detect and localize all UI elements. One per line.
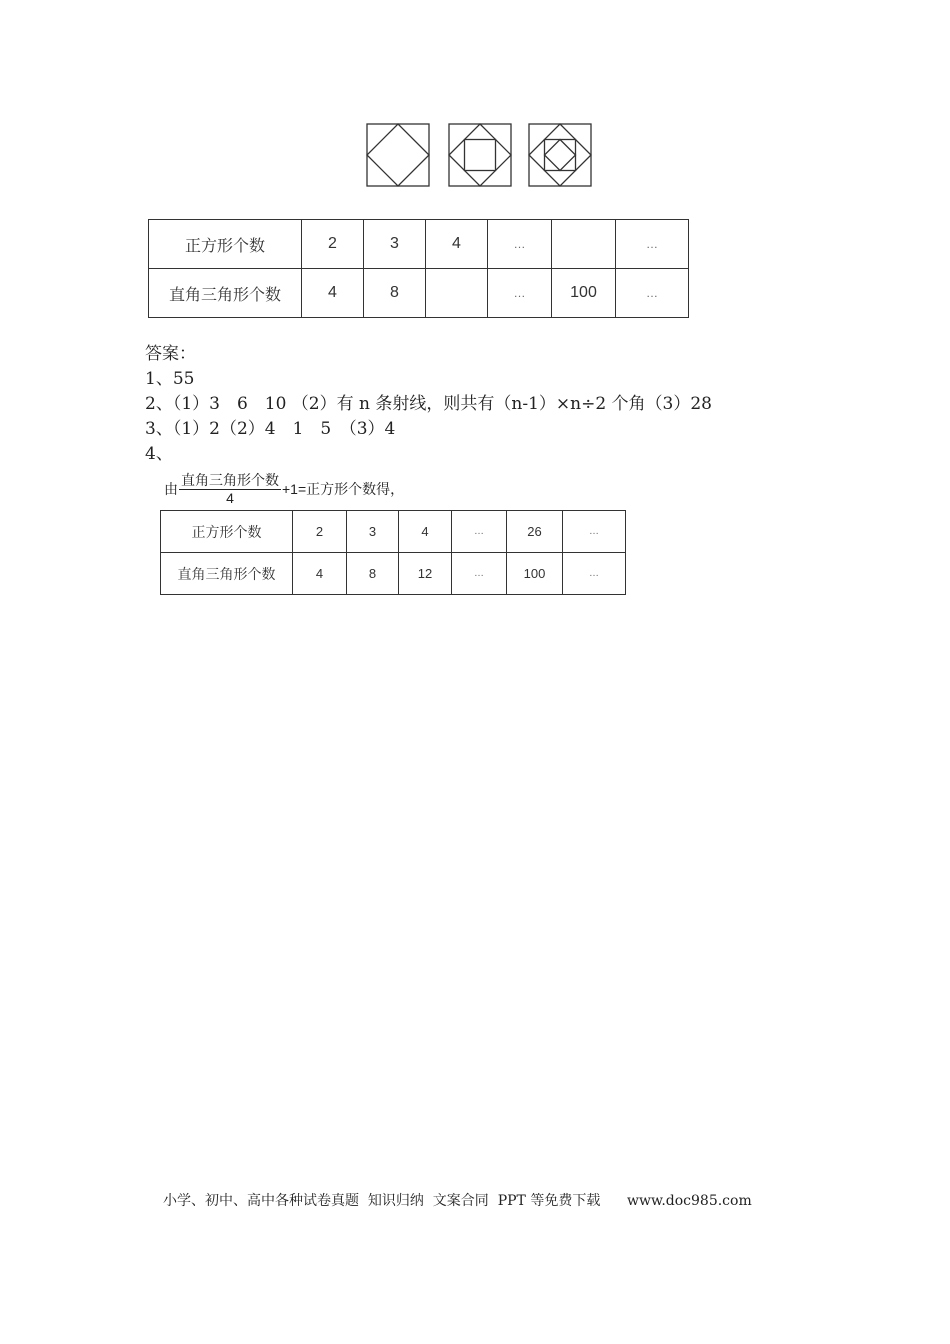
row-header: 正方形个数 [161,511,293,553]
answer-table [160,510,626,595]
table-row [149,269,689,318]
figure-1 [367,124,429,186]
fraction-numerator: 直角三角形个数 [181,472,279,488]
answer-line: 3、（1）2（2）4 1 5 （3）4 [145,419,396,439]
nested-squares-figures [365,122,595,190]
table-cell [426,269,488,318]
table-cell: … [563,553,626,595]
fraction-denominator: 4 [226,490,234,506]
table-cell [552,220,616,269]
table-cell: 4 [293,553,347,595]
formula-suffix: +1=正方形个数得， [282,481,405,497]
answer-line: 1、55 [145,369,195,389]
row-header: 直角三角形个数 [161,553,293,595]
table-cell: 4 [302,269,364,318]
pattern-table [148,219,689,318]
table-cell: … [616,220,689,269]
row-header: 正方形个数 [149,220,302,269]
table-cell: … [563,511,626,553]
row-header: 直角三角形个数 [149,269,302,318]
table-cell: 3 [364,220,426,269]
formula [164,472,404,506]
figure-3 [529,124,591,186]
table-cell: 100 [552,269,616,318]
table-cell: … [452,511,507,553]
table-row [149,220,689,269]
table-cell: 2 [293,511,347,553]
page-footer: 小学、初中、高中各种试卷真题 知识归纳 文案合同 PPT 等免费下载 www.doc985.com [163,1193,752,1209]
formula-prefix: 由 [164,481,178,497]
answer-line: 4、 [145,444,173,464]
table-cell: 3 [347,511,399,553]
answers-section [145,342,712,467]
answers-heading: 答案： [145,344,196,364]
table-row [161,553,626,595]
table-cell: 4 [426,220,488,269]
table-cell: … [488,220,552,269]
table-row [161,511,626,553]
table-cell: 2 [302,220,364,269]
table-cell: … [616,269,689,318]
table-cell: 12 [399,553,452,595]
table-cell: 26 [507,511,563,553]
figure-2 [449,124,511,186]
table-cell: 4 [399,511,452,553]
table-cell: 8 [364,269,426,318]
table-cell: … [488,269,552,318]
answer-line: 2、（1）3 6 10 （2）有 n 条射线，则共有（n-1）×n÷2 个角（3）28 [145,394,712,414]
table-cell: … [452,553,507,595]
fraction [179,472,281,506]
table-cell: 8 [347,553,399,595]
table-cell: 100 [507,553,563,595]
